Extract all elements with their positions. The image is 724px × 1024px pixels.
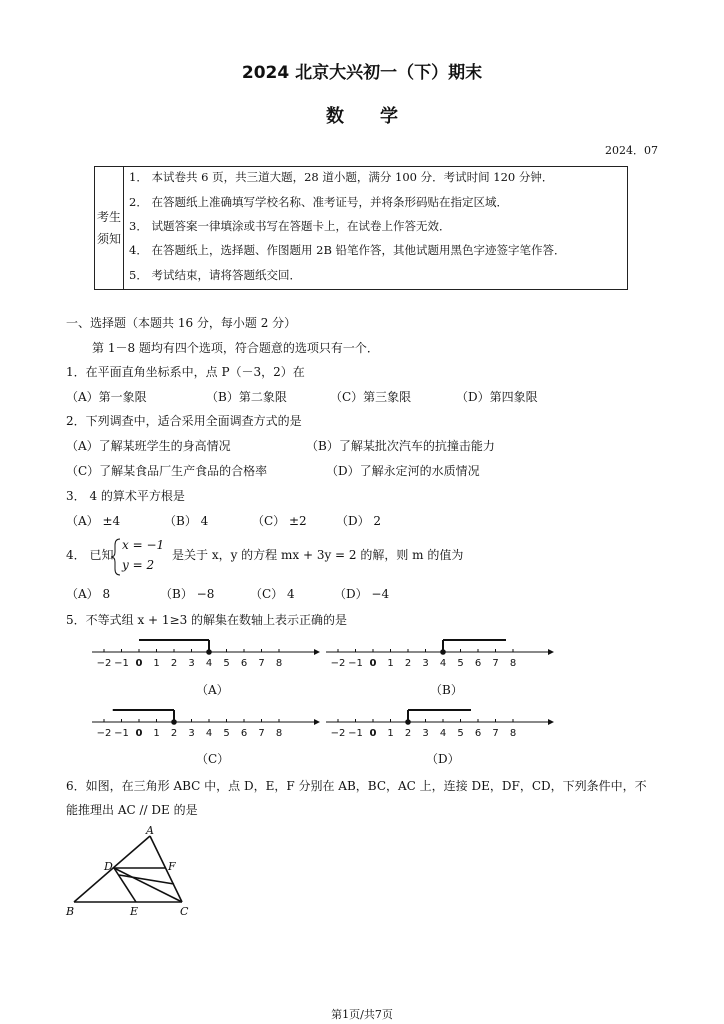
number-line-tick-label: 5 — [457, 658, 464, 669]
question-2-option-a: （A）了解某班学生的身高情况 — [66, 439, 231, 453]
section1-heading: 一、选择题（本题共 16 分，每小题 2 分） — [66, 316, 297, 330]
number-line-tick-label: −2 — [330, 658, 346, 669]
number-line-tick-label: −1 — [348, 658, 363, 669]
question-1-stem: 1．在平面直角坐标系中，点 P（－3，2）在 — [66, 365, 305, 379]
number-line-tick-label: 8 — [275, 658, 283, 669]
solution-set-endpoint — [440, 649, 446, 655]
number-line-c — [88, 702, 328, 742]
number-line-tick-label: −1 — [114, 658, 129, 669]
number-line-tick-label: 6 — [240, 658, 248, 669]
number-line-tick-label: 1 — [153, 658, 160, 669]
page-footer: 第1页/共7页 — [331, 1008, 393, 1021]
number-line-tick-label: 4 — [205, 658, 213, 669]
question-2-option-d: （D）了解永定河的水质情况 — [326, 464, 480, 478]
question-1-option-b: （B）第二象限 — [206, 390, 287, 404]
question-4-stem-prefix: 4． 已知 — [66, 548, 114, 562]
number-line-arrow — [314, 719, 320, 725]
number-line-tick-label: 0 — [369, 728, 377, 739]
number-line-arrow — [314, 649, 320, 655]
number-line-tick-label: 3 — [188, 658, 195, 669]
number-line-tick-label: 0 — [135, 658, 143, 669]
question-2-option-b: （B）了解某批次汽车的抗撞击能力 — [306, 439, 495, 453]
number-line-tick-label: 3 — [188, 728, 195, 739]
number-line-tick-label: 2 — [170, 658, 178, 669]
number-line-tick-label: 1 — [387, 658, 394, 669]
number-line-tick-label: 4 — [439, 658, 447, 669]
question-2-option-c: （C）了解某食品厂生产食品的合格率 — [66, 464, 268, 478]
number-line-tick-label: 6 — [474, 728, 482, 739]
number-line-tick-label: 4 — [205, 728, 213, 739]
number-line-tick-label: 5 — [223, 658, 230, 669]
number-line-arrow — [548, 719, 554, 725]
question-1-option-d: （D）第四象限 — [456, 390, 538, 404]
question-5-option-c-label: （C） — [196, 752, 230, 766]
notice-item-2: 2． 在答题纸上准确填写学校名称、准考证号，并将条形码贴在指定区域． — [129, 195, 508, 209]
number-line-tick-label: 6 — [240, 728, 248, 739]
number-line-tick-label: 5 — [223, 728, 230, 739]
question-4-system-line1: x = −1 — [122, 538, 165, 552]
number-line-tick-label: 8 — [275, 728, 283, 739]
point-label-c: C — [180, 905, 189, 918]
number-line-tick-label: 3 — [422, 728, 429, 739]
question-3-option-b: （B） 4 — [164, 514, 209, 528]
question-4-option-d: （D） −4 — [334, 587, 390, 601]
exam-subject: 数学 — [326, 106, 434, 127]
question-3-option-c: （C） ±2 — [252, 514, 307, 528]
question-4-option-b: （B） −8 — [160, 587, 215, 601]
point-label-e: E — [130, 905, 139, 918]
question-3-option-d: （D） 2 — [336, 514, 382, 528]
number-line-tick-label: 0 — [369, 658, 377, 669]
number-line-b — [322, 632, 562, 672]
number-line-tick-label: 2 — [404, 728, 412, 739]
number-line-tick-label: 5 — [457, 728, 464, 739]
notice-label — [95, 167, 124, 289]
segment-ac — [150, 836, 182, 902]
number-line-tick-label: −1 — [348, 728, 363, 739]
number-line-tick-label: 7 — [492, 658, 499, 669]
number-line-d — [322, 702, 562, 742]
question-1-option-c: （C）第三象限 — [330, 390, 412, 404]
exam-title: 2024 北京大兴初一（下）期末 — [241, 63, 483, 83]
question-4-option-c: （C） 4 — [250, 587, 295, 601]
point-label-d: D — [104, 860, 113, 873]
number-line-tick-label: 1 — [387, 728, 394, 739]
question-5-option-a-label: （A） — [196, 683, 229, 697]
question-4-brace — [110, 537, 122, 577]
number-line-tick-label: 2 — [404, 658, 412, 669]
question-1-option-a: （A）第一象限 — [66, 390, 147, 404]
question-5-option-b-label: （B） — [430, 683, 463, 697]
number-line-tick-label: 4 — [439, 728, 447, 739]
number-line-tick-label: 6 — [474, 658, 482, 669]
question-5-option-d-label: （D） — [426, 752, 460, 766]
notice-item-4: 4． 在答题纸上，选择题、作图题用 2B 铅笔作答，其他试题用黑色字迹签字笔作答． — [129, 243, 566, 257]
number-line-tick-label: 0 — [135, 728, 143, 739]
number-line-tick-label: 3 — [422, 658, 429, 669]
number-line-tick-label: −2 — [330, 728, 346, 739]
solution-set-endpoint — [171, 719, 177, 725]
number-line-tick-label: 8 — [509, 658, 517, 669]
question-4-option-a: （A） 8 — [66, 587, 111, 601]
number-line-tick-label: 1 — [153, 728, 160, 739]
number-line-tick-label: −2 — [96, 728, 112, 739]
question-6-stem-line1: 6．如图，在三角形 ABC 中，点 D，E，F 分别在 AB，BC，AC 上，连接 DE，DF，CD，下列条件中，不 — [66, 779, 647, 793]
number-line-tick-label: 7 — [258, 728, 265, 739]
number-line-tick-label: 8 — [509, 728, 517, 739]
notice-item-3: 3． 试题答案一律填涂或书写在答题卡上，在试卷上作答无效． — [129, 219, 451, 233]
notice-label-line2: 须知 — [96, 232, 121, 246]
point-label-b: B — [66, 905, 75, 918]
notice-label-line1: 考生 — [96, 210, 121, 224]
solution-set-endpoint — [405, 719, 411, 725]
solution-set-endpoint — [206, 649, 212, 655]
exam-date: 2024．07 — [605, 144, 658, 157]
question-3-stem: 3． 4 的算术平方根是 — [66, 489, 185, 503]
exam-notice-box — [94, 166, 628, 290]
number-line-tick-label: 2 — [170, 728, 178, 739]
question-4-system-line2: y = 2 — [122, 558, 155, 572]
notice-item-5: 5． 考试结束，请将答题纸交回． — [129, 268, 301, 282]
question-4-stem-suffix: 是关于 x，y 的方程 mx + 3y = 2 的解，则 m 的值为 — [172, 548, 464, 562]
triangle-abc-figure — [62, 826, 212, 920]
question-6-stem-line2: 能推理出 AC // DE 的是 — [66, 803, 198, 817]
segment-inner — [119, 875, 174, 884]
question-5-stem: 5．不等式组 x + 1≥3 的解集在数轴上表示正确的是 — [66, 613, 348, 627]
number-line-tick-label: −2 — [96, 658, 112, 669]
number-line-tick-label: −1 — [114, 728, 129, 739]
number-line-tick-label: 7 — [258, 658, 265, 669]
question-2-stem: 2．下列调查中，适合采用全面调查方式的是 — [66, 414, 302, 428]
question-3-option-a: （A） ±4 — [66, 514, 121, 528]
number-line-tick-label: 7 — [492, 728, 499, 739]
point-label-a: A — [146, 826, 154, 837]
number-line-arrow — [548, 649, 554, 655]
point-label-f: F — [168, 860, 176, 873]
section1-instruction: 第 1－8 题均有四个选项，符合题意的选项只有一个． — [92, 341, 379, 355]
notice-item-1: 1． 本试卷共 6 页，共三道大题，28 道小题，满分 100 分．考试时间 120 分钟． — [129, 170, 554, 184]
number-line-a — [88, 632, 328, 672]
